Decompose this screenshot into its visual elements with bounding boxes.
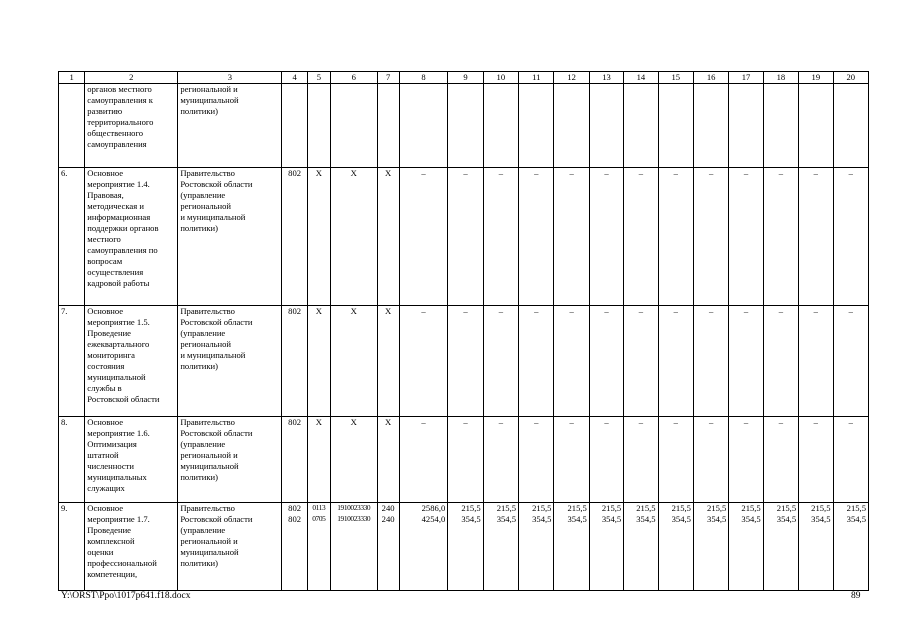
cell-line: развитию xyxy=(87,106,123,116)
cell-line: 215,5 xyxy=(811,503,831,513)
grbs-cell: 802 xyxy=(282,306,307,417)
value-cell: – xyxy=(448,417,483,503)
row-number: 7. xyxy=(59,306,85,417)
column-number: 19 xyxy=(799,72,833,84)
rzpr-cell: Х xyxy=(307,306,330,417)
column-number: 7 xyxy=(377,72,399,84)
cell-line: 4254,0 xyxy=(421,514,446,524)
cell-line: профессиональной xyxy=(87,558,157,568)
cell-line: осуществления xyxy=(87,267,144,277)
cell-line: Ростовской области xyxy=(180,514,253,524)
value-cell xyxy=(658,503,693,591)
cell-line: региональной xyxy=(180,201,232,211)
value-cell: – xyxy=(763,168,798,306)
column-number: 2 xyxy=(85,72,178,84)
cell-line: 215,5 xyxy=(601,503,622,513)
column-number: 6 xyxy=(330,72,377,84)
value-cell xyxy=(483,503,518,591)
value-cell: – xyxy=(833,306,869,417)
grbs-cell: 802 xyxy=(282,168,307,306)
cell-line: политики) xyxy=(180,106,218,116)
column-number: 13 xyxy=(589,72,623,84)
value-cell: – xyxy=(589,306,623,417)
continued-executor-cell xyxy=(178,84,282,168)
cell-line: Правительство xyxy=(180,168,235,178)
cell-line: 354,5 xyxy=(776,514,797,524)
value-cell: – xyxy=(519,306,554,417)
value-cell: – xyxy=(519,417,554,503)
cell-line: 354,5 xyxy=(811,514,831,524)
value-cell: – xyxy=(589,417,623,503)
value-cell: – xyxy=(693,168,728,306)
value-cell xyxy=(763,503,798,591)
row-number: 6. xyxy=(59,168,85,306)
value-cell: – xyxy=(399,306,448,417)
budget-table xyxy=(58,71,869,591)
cell-line: муниципальной xyxy=(180,461,239,471)
value-cell: – xyxy=(554,417,589,503)
cell-line: самоуправления к xyxy=(87,95,153,105)
value-cell: – xyxy=(763,306,798,417)
value-cell xyxy=(519,503,554,591)
cell-line: Основное xyxy=(87,306,124,316)
value-cell xyxy=(799,503,833,591)
cell-line: 802 xyxy=(288,514,302,524)
cell-line: мероприятие 1.4. xyxy=(87,179,150,189)
value-cell: – xyxy=(624,168,658,306)
value-cell: – xyxy=(589,168,623,306)
cell-line: 215,5 xyxy=(496,503,517,513)
value-cell: – xyxy=(519,168,554,306)
cell-line: 354,5 xyxy=(532,514,552,524)
cell-line: 0705 xyxy=(312,514,326,523)
value-cell: – xyxy=(693,306,728,417)
vr-cell xyxy=(377,503,399,591)
cell-line: (управление xyxy=(180,328,226,338)
cell-line: Проведение xyxy=(87,525,131,535)
cell-line: компетенции, xyxy=(87,569,138,579)
measure-name-cell xyxy=(85,306,178,417)
cell-line: Ростовской области xyxy=(87,394,160,404)
column-number: 17 xyxy=(729,72,763,84)
grbs-cell: 802 xyxy=(282,417,307,503)
cell-line: Проведение xyxy=(87,328,131,338)
rzpr-cell: Х xyxy=(307,417,330,503)
csr-cell: Х xyxy=(330,417,377,503)
column-number: 20 xyxy=(833,72,869,84)
value-cell: – xyxy=(763,417,798,503)
cell-line: территориального xyxy=(87,117,154,127)
table-row xyxy=(59,417,869,503)
cell-line: 215,5 xyxy=(636,503,656,513)
cell-line: Правительство xyxy=(180,503,235,513)
cell-line: самоуправления по xyxy=(87,245,158,255)
value-cell: – xyxy=(483,306,518,417)
cell-line: Основное xyxy=(87,503,124,513)
vr-cell: Х xyxy=(377,306,399,417)
cell-line: и муниципальной xyxy=(180,212,246,222)
cell-line: информационная xyxy=(87,212,151,222)
continued-name-cell xyxy=(85,84,178,168)
cell-line: 215,5 xyxy=(532,503,552,513)
cell-line: 354,5 xyxy=(671,514,691,524)
cell-line: Ростовской области xyxy=(180,317,253,327)
vr-cell: Х xyxy=(377,417,399,503)
executor-cell xyxy=(178,168,282,306)
cell-line: общественного xyxy=(87,128,144,138)
cell-line: политики) xyxy=(180,223,218,233)
cell-line: Основное xyxy=(87,168,124,178)
rzpr-cell xyxy=(307,503,330,591)
cell-line: и муниципальной xyxy=(180,350,246,360)
cell-line: Правовая, xyxy=(87,190,124,200)
cell-line: муниципальных xyxy=(87,472,147,482)
csr-cell: Х xyxy=(330,306,377,417)
cell-line: муниципальной xyxy=(180,547,239,557)
rzpr-cell: Х xyxy=(307,168,330,306)
column-number: 16 xyxy=(693,72,728,84)
value-cell: – xyxy=(483,417,518,503)
cell-line: комплексной xyxy=(87,536,135,546)
cell-line: Правительство xyxy=(180,306,235,316)
cell-line: 2586,0 xyxy=(421,503,446,513)
value-cell: – xyxy=(799,417,833,503)
cell-line: муниципальной xyxy=(87,372,146,382)
value-cell xyxy=(729,503,763,591)
cell-line: муниципальной xyxy=(180,95,239,105)
column-number: 10 xyxy=(483,72,518,84)
cell-line: политики) xyxy=(180,361,218,371)
cell-line: мероприятие 1.6. xyxy=(87,428,150,438)
csr-cell: Х xyxy=(330,168,377,306)
cell-line: служащих xyxy=(87,483,125,493)
column-number: 3 xyxy=(178,72,282,84)
cell-line: Правительство xyxy=(180,417,235,427)
cell-line: 354,5 xyxy=(461,514,481,524)
value-cell: – xyxy=(624,306,658,417)
vr-cell: Х xyxy=(377,168,399,306)
continued-row xyxy=(59,84,869,168)
cell-line: 354,5 xyxy=(567,514,587,524)
value-cell: – xyxy=(658,417,693,503)
cell-line: мероприятие 1.5. xyxy=(87,317,150,327)
value-cell: – xyxy=(729,306,763,417)
value-cell: – xyxy=(624,417,658,503)
value-cell: – xyxy=(448,306,483,417)
cell-line: органов местного xyxy=(87,84,152,94)
column-number: 4 xyxy=(282,72,307,84)
cell-line: мониторинга xyxy=(87,350,135,360)
measure-name-cell xyxy=(85,417,178,503)
measure-name-cell xyxy=(85,168,178,306)
executor-cell xyxy=(178,503,282,591)
grbs-cell xyxy=(282,503,307,591)
value-cell: – xyxy=(658,168,693,306)
cell-line: региональной xyxy=(180,339,232,349)
cell-line: численности xyxy=(87,461,134,471)
value-cell: – xyxy=(729,417,763,503)
cell-line: 1910023330 xyxy=(337,514,371,523)
cell-line: Оптимизация xyxy=(87,439,137,449)
cell-line: региональной и xyxy=(180,536,238,546)
measure-name-cell xyxy=(85,503,178,591)
value-cell: – xyxy=(554,306,589,417)
cell-line: 215,5 xyxy=(671,503,691,513)
cell-line: 215,5 xyxy=(846,503,866,513)
cell-line: политики) xyxy=(180,472,218,482)
column-number: 8 xyxy=(399,72,448,84)
value-cell: – xyxy=(483,168,518,306)
value-cell xyxy=(554,503,589,591)
cell-line: региональной и xyxy=(180,450,238,460)
value-cell: – xyxy=(833,417,869,503)
column-number: 14 xyxy=(624,72,658,84)
cell-line: 240 xyxy=(381,514,395,524)
cell-line: (управление xyxy=(180,525,226,535)
column-number: 18 xyxy=(763,72,798,84)
cell-line: Основное xyxy=(87,417,124,427)
column-number: 9 xyxy=(448,72,483,84)
row-number: 8. xyxy=(59,417,85,503)
value-cell: – xyxy=(399,168,448,306)
column-number: 1 xyxy=(59,72,85,84)
value-cell: – xyxy=(658,306,693,417)
value-cell xyxy=(624,503,658,591)
value-cell: – xyxy=(729,168,763,306)
column-number: 12 xyxy=(554,72,589,84)
cell-line: 240 xyxy=(381,503,395,513)
column-number: 5 xyxy=(307,72,330,84)
table-row xyxy=(59,306,869,417)
footer-file-path: Y:\ORST\Ppo\1017p641.f18.docx xyxy=(61,591,191,601)
cell-line: вопросам xyxy=(87,256,123,266)
value-cell: – xyxy=(799,306,833,417)
column-number: 15 xyxy=(658,72,693,84)
cell-line: 215,5 xyxy=(776,503,797,513)
cell-line: 802 xyxy=(288,503,302,513)
row-number: 9. xyxy=(59,503,85,591)
column-number-row xyxy=(59,72,869,84)
cell-line: поддержки органов xyxy=(87,223,159,233)
cell-line: 215,5 xyxy=(707,503,727,513)
cell-line: методическая и xyxy=(87,201,144,211)
cell-line: мероприятие 1.7. xyxy=(87,514,150,524)
cell-line: 354,5 xyxy=(636,514,656,524)
cell-line: состояния xyxy=(87,361,125,371)
cell-line: 354,5 xyxy=(496,514,517,524)
executor-cell xyxy=(178,306,282,417)
cell-line: 215,5 xyxy=(461,503,481,513)
value-cell: – xyxy=(799,168,833,306)
cell-line: ежеквартального xyxy=(87,339,150,349)
value-cell: – xyxy=(448,168,483,306)
cell-line: 215,5 xyxy=(567,503,587,513)
cell-line: 1910023330 xyxy=(337,503,371,512)
cell-line: местного xyxy=(87,234,121,244)
value-cell xyxy=(833,503,869,591)
cell-line: Ростовской области xyxy=(180,428,253,438)
cell-line: (управление xyxy=(180,439,226,449)
value-cell xyxy=(448,503,483,591)
value-cell xyxy=(589,503,623,591)
cell-line: региональной и xyxy=(180,84,238,94)
table-row xyxy=(59,168,869,306)
value-cell: – xyxy=(554,168,589,306)
cell-line: службы в xyxy=(87,383,122,393)
value-cell: – xyxy=(833,168,869,306)
value-cell xyxy=(693,503,728,591)
executor-cell xyxy=(178,417,282,503)
column-number: 11 xyxy=(519,72,554,84)
page-number: 89 xyxy=(851,591,861,601)
cell-line: оценки xyxy=(87,547,114,557)
cell-line: 354,5 xyxy=(741,514,761,524)
cell-line: 354,5 xyxy=(846,514,866,524)
cell-line: 354,5 xyxy=(601,514,622,524)
csr-cell xyxy=(330,503,377,591)
cell-line: политики) xyxy=(180,558,218,568)
cell-line: Ростовской области xyxy=(180,179,253,189)
cell-line: 354,5 xyxy=(707,514,727,524)
cell-line: штатной xyxy=(87,450,119,460)
table-row xyxy=(59,503,869,591)
total-cell xyxy=(399,503,448,591)
cell-line: кадровой работы xyxy=(87,278,150,288)
cell-line: самоуправления xyxy=(87,139,147,149)
value-cell: – xyxy=(693,417,728,503)
value-cell: – xyxy=(399,417,448,503)
cell-line: (управление xyxy=(180,190,226,200)
cell-line: 215,5 xyxy=(741,503,761,513)
cell-line: 0113 xyxy=(312,503,326,512)
